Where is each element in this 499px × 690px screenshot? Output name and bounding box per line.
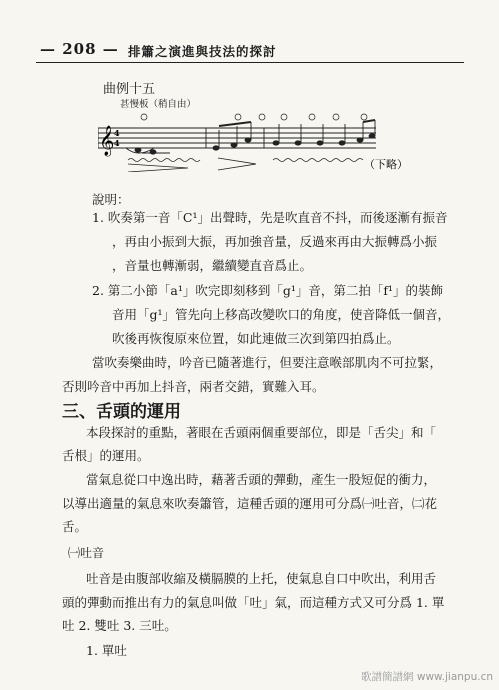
- note-head: [357, 138, 363, 142]
- explanation-item2-line3: 吹後再恢復原來位置，如此連做三次到第四拍爲止。: [112, 331, 400, 346]
- note-head: [231, 143, 237, 147]
- explanation-item1-line3: ，音量也轉漸弱，繼續變直音爲止。: [112, 258, 313, 273]
- section3-p1-line2: 舌根」的運用。: [62, 448, 150, 463]
- explanation-item2-line2: 音用「g¹」管先向上移高改變吹口的角度，使音降低一個音，: [112, 307, 451, 322]
- section3-p1-line1: 本段探討的重點，著眼在舌頭兩個重要部位，即是「舌尖」和「: [86, 425, 437, 440]
- explanation-item1-line1: 1. 吹奏第一音「C¹」出聲時，先是吹直音不抖，而後逐漸有振音: [92, 210, 448, 225]
- explanation-item1-line2: ，再由小振到大振，再加強音量，反過來再由大振轉爲小振: [112, 234, 438, 249]
- tonguing-p-line2: 頭的彈動而推出有力的氣息叫做「吐」氣，而這種方式又可分爲 1. 單: [62, 595, 445, 610]
- treble-clef-icon: 𝄞: [99, 126, 115, 156]
- explanation-heading: 說明：: [92, 192, 130, 207]
- section3-p2-line1: 當氣息從口中逸出時，藉著舌頭的彈動，產生一股短促的衝力，: [86, 472, 437, 487]
- watermark: 歌譜簡譜網 www.jianpu.cn: [361, 671, 493, 683]
- section3-p2-line2: 以導出適量的氣息來吹奏簫管，這種舌頭的運用可分爲㈠吐音，㈡花: [62, 496, 438, 511]
- continuation-mark: （下略）: [364, 158, 408, 171]
- note-head: [339, 141, 345, 145]
- tonguing-p-line1: 吐音是由腹部收縮及橫膈膜的上托，使氣息自口中吹出，利用舌: [86, 571, 437, 586]
- note-head: [273, 141, 279, 145]
- note-head: [150, 150, 156, 154]
- music-staff: [98, 112, 410, 172]
- svg-text:4: 4: [114, 128, 120, 138]
- note-head: [135, 148, 141, 152]
- page-header: [40, 38, 460, 62]
- tonguing-p-line3: 吐 2. 雙吐 3. 三吐。: [62, 618, 177, 633]
- section-title: 三、舌頭的運用: [62, 402, 181, 422]
- header-rule: [36, 62, 464, 63]
- tempo-marking: 甚慢板（稍自由）: [120, 99, 197, 110]
- svg-text:4: 4: [114, 138, 120, 148]
- running-title: 排簫之演進與技法的探討: [128, 44, 277, 59]
- tonguing-sub1: 1. 單吐: [86, 643, 127, 658]
- note-head: [295, 141, 301, 145]
- closing-line2: 否則吟音中再加上抖音，兩者交錯，實難入耳。: [62, 379, 325, 394]
- note-head: [369, 134, 375, 138]
- note-head: [213, 146, 219, 150]
- example-label: 曲例十五: [103, 82, 156, 97]
- section3-p2-line3: 舌。: [62, 519, 88, 534]
- page-number: — 208 —: [40, 40, 119, 58]
- note-head: [317, 141, 323, 145]
- explanation-item2-line1: 2. 第二小節「a¹」吹完即刻移到「g¹」音，第二拍「f¹」的裝飾: [92, 283, 444, 298]
- tonguing-heading: ㈠吐音: [68, 546, 105, 560]
- closing-line1: 當吹奏樂曲時，吟音已隨著進行，但要注意喉部肌肉不可拉緊，: [92, 355, 443, 370]
- note-head: [245, 138, 251, 142]
